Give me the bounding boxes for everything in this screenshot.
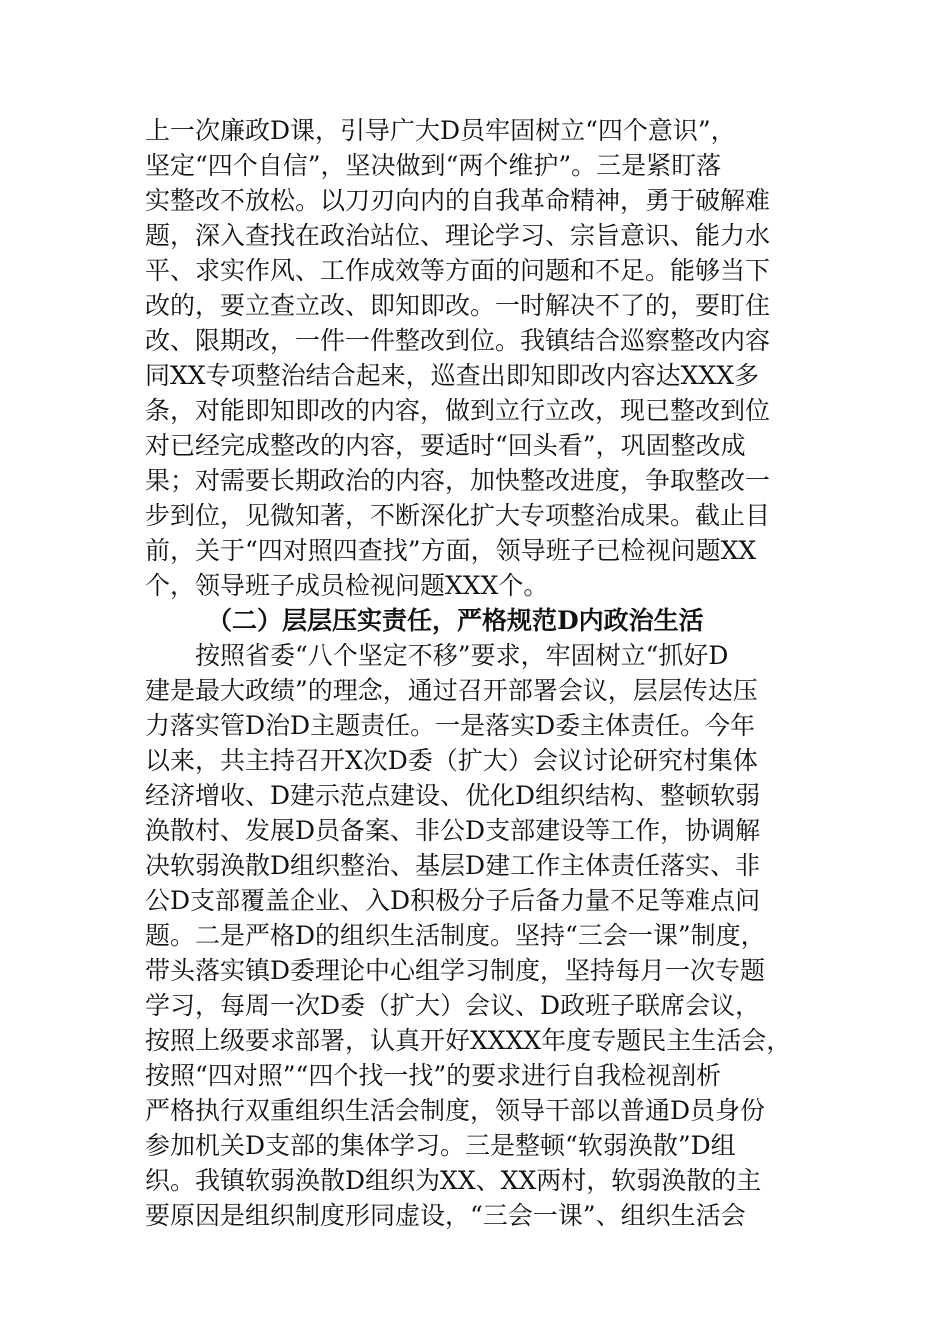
paragraph-line: 坚定“四个自信”，坚决做到“两个维护”。三是紧盯落 xyxy=(145,151,722,180)
paragraph-line: 决软弱涣散D组织整治、基层D建工作主体责任落实、非 xyxy=(145,851,761,880)
paragraph-line: 按照“四对照”“四个找一找”的要求进行自我检视剖析 xyxy=(145,1061,722,1090)
paragraph-line: 带头落实镇D委理论中心组学习制度，坚持每月一次专题 xyxy=(145,956,766,985)
paragraph-line: 公D支部覆盖企业、入D积极分子后备力量不足等难点问 xyxy=(145,886,761,915)
paragraph-line: 参加机关D支部的集体学习。三是整顿“软弱涣散”D组 xyxy=(145,1131,736,1160)
paragraph-line: 按照上级要求部署，认真开好XXXX年度专题民主生活会， xyxy=(145,1026,792,1055)
paragraph-line: 平、求实作风、工作成效等方面的问题和不足。能够当下 xyxy=(145,256,771,285)
section-heading: （二）层层压实责任，严格规范D内政治生活 xyxy=(207,606,704,635)
paragraph-line: 织。我镇软弱涣散D组织为XX、XX两村，软弱涣散的主 xyxy=(145,1166,762,1195)
paragraph-line: 以来，共主持召开X次D委（扩大）会议讨论研究村集体 xyxy=(145,746,758,775)
paragraph-line: 经济增收、D建示范点建设、优化D组织结构、整顿软弱 xyxy=(145,781,761,810)
paragraph-line: 个，领导班子成员检视问题XXX个。 xyxy=(145,571,549,600)
paragraph-line: 建是最大政绩”的理念，通过召开部署会议，层层传达压 xyxy=(145,676,758,705)
paragraph-line: 前，关于“四对照四查找”方面，领导班子已检视问题XX xyxy=(145,536,757,565)
paragraph-line: 涣散村、发展D员备案、非公D支部建设等工作，协调解 xyxy=(145,816,761,845)
paragraph-line: 果；对需要长期政治的内容，加快整改进度，争取整改一 xyxy=(145,466,771,495)
paragraph-line: 改的，要立查立改、即知即改。一时解决不了的，要盯住 xyxy=(145,291,771,320)
paragraph-line: 严格执行双重组织生活会制度，领导干部以普通D员身份 xyxy=(145,1096,766,1125)
paragraph-line: 按照省委“八个坚定不移”要求，牢固树立“抓好D xyxy=(195,641,729,670)
paragraph-line: 改、限期改，一件一件整改到位。我镇结合巡察整改内容 xyxy=(145,326,771,355)
paragraph-line: 上一次廉政D课，引导广大D员牢固树立“四个意识”， xyxy=(145,116,736,145)
paragraph-line: 要原因是组织制度形同虚设，“三会一课”、组织生活会 xyxy=(145,1201,746,1230)
paragraph-line: 力落实管D治D主题责任。一是落实D委主体责任。今年 xyxy=(145,711,756,740)
paragraph-line: 条，对能即知即改的内容，做到立行立改，现已整改到位 xyxy=(145,396,771,425)
document-body xyxy=(145,113,805,1233)
paragraph-line: 题。二是严格D的组织生活制度。坚持“三会一课”制度， xyxy=(145,921,766,950)
paragraph-line: 对已经完成整改的内容，要适时“回头看”，巩固整改成 xyxy=(145,431,746,460)
paragraph-line: 题，深入查找在政治站位、理论学习、宗旨意识、能力水 xyxy=(145,221,771,250)
paragraph-line: 实整改不放松。以刀刃向内的自我革命精神，勇于破解难 xyxy=(145,186,771,215)
paragraph-line: 同XX专项整治结合起来，巡查出即知即改内容达XXX多 xyxy=(145,361,759,390)
paragraph-line: 学习，每周一次D委（扩大）会议、D政班子联席会议， xyxy=(145,991,761,1020)
paragraph-line: 步到位，见微知著，不断深化扩大专项整治成果。截止目 xyxy=(145,501,771,530)
